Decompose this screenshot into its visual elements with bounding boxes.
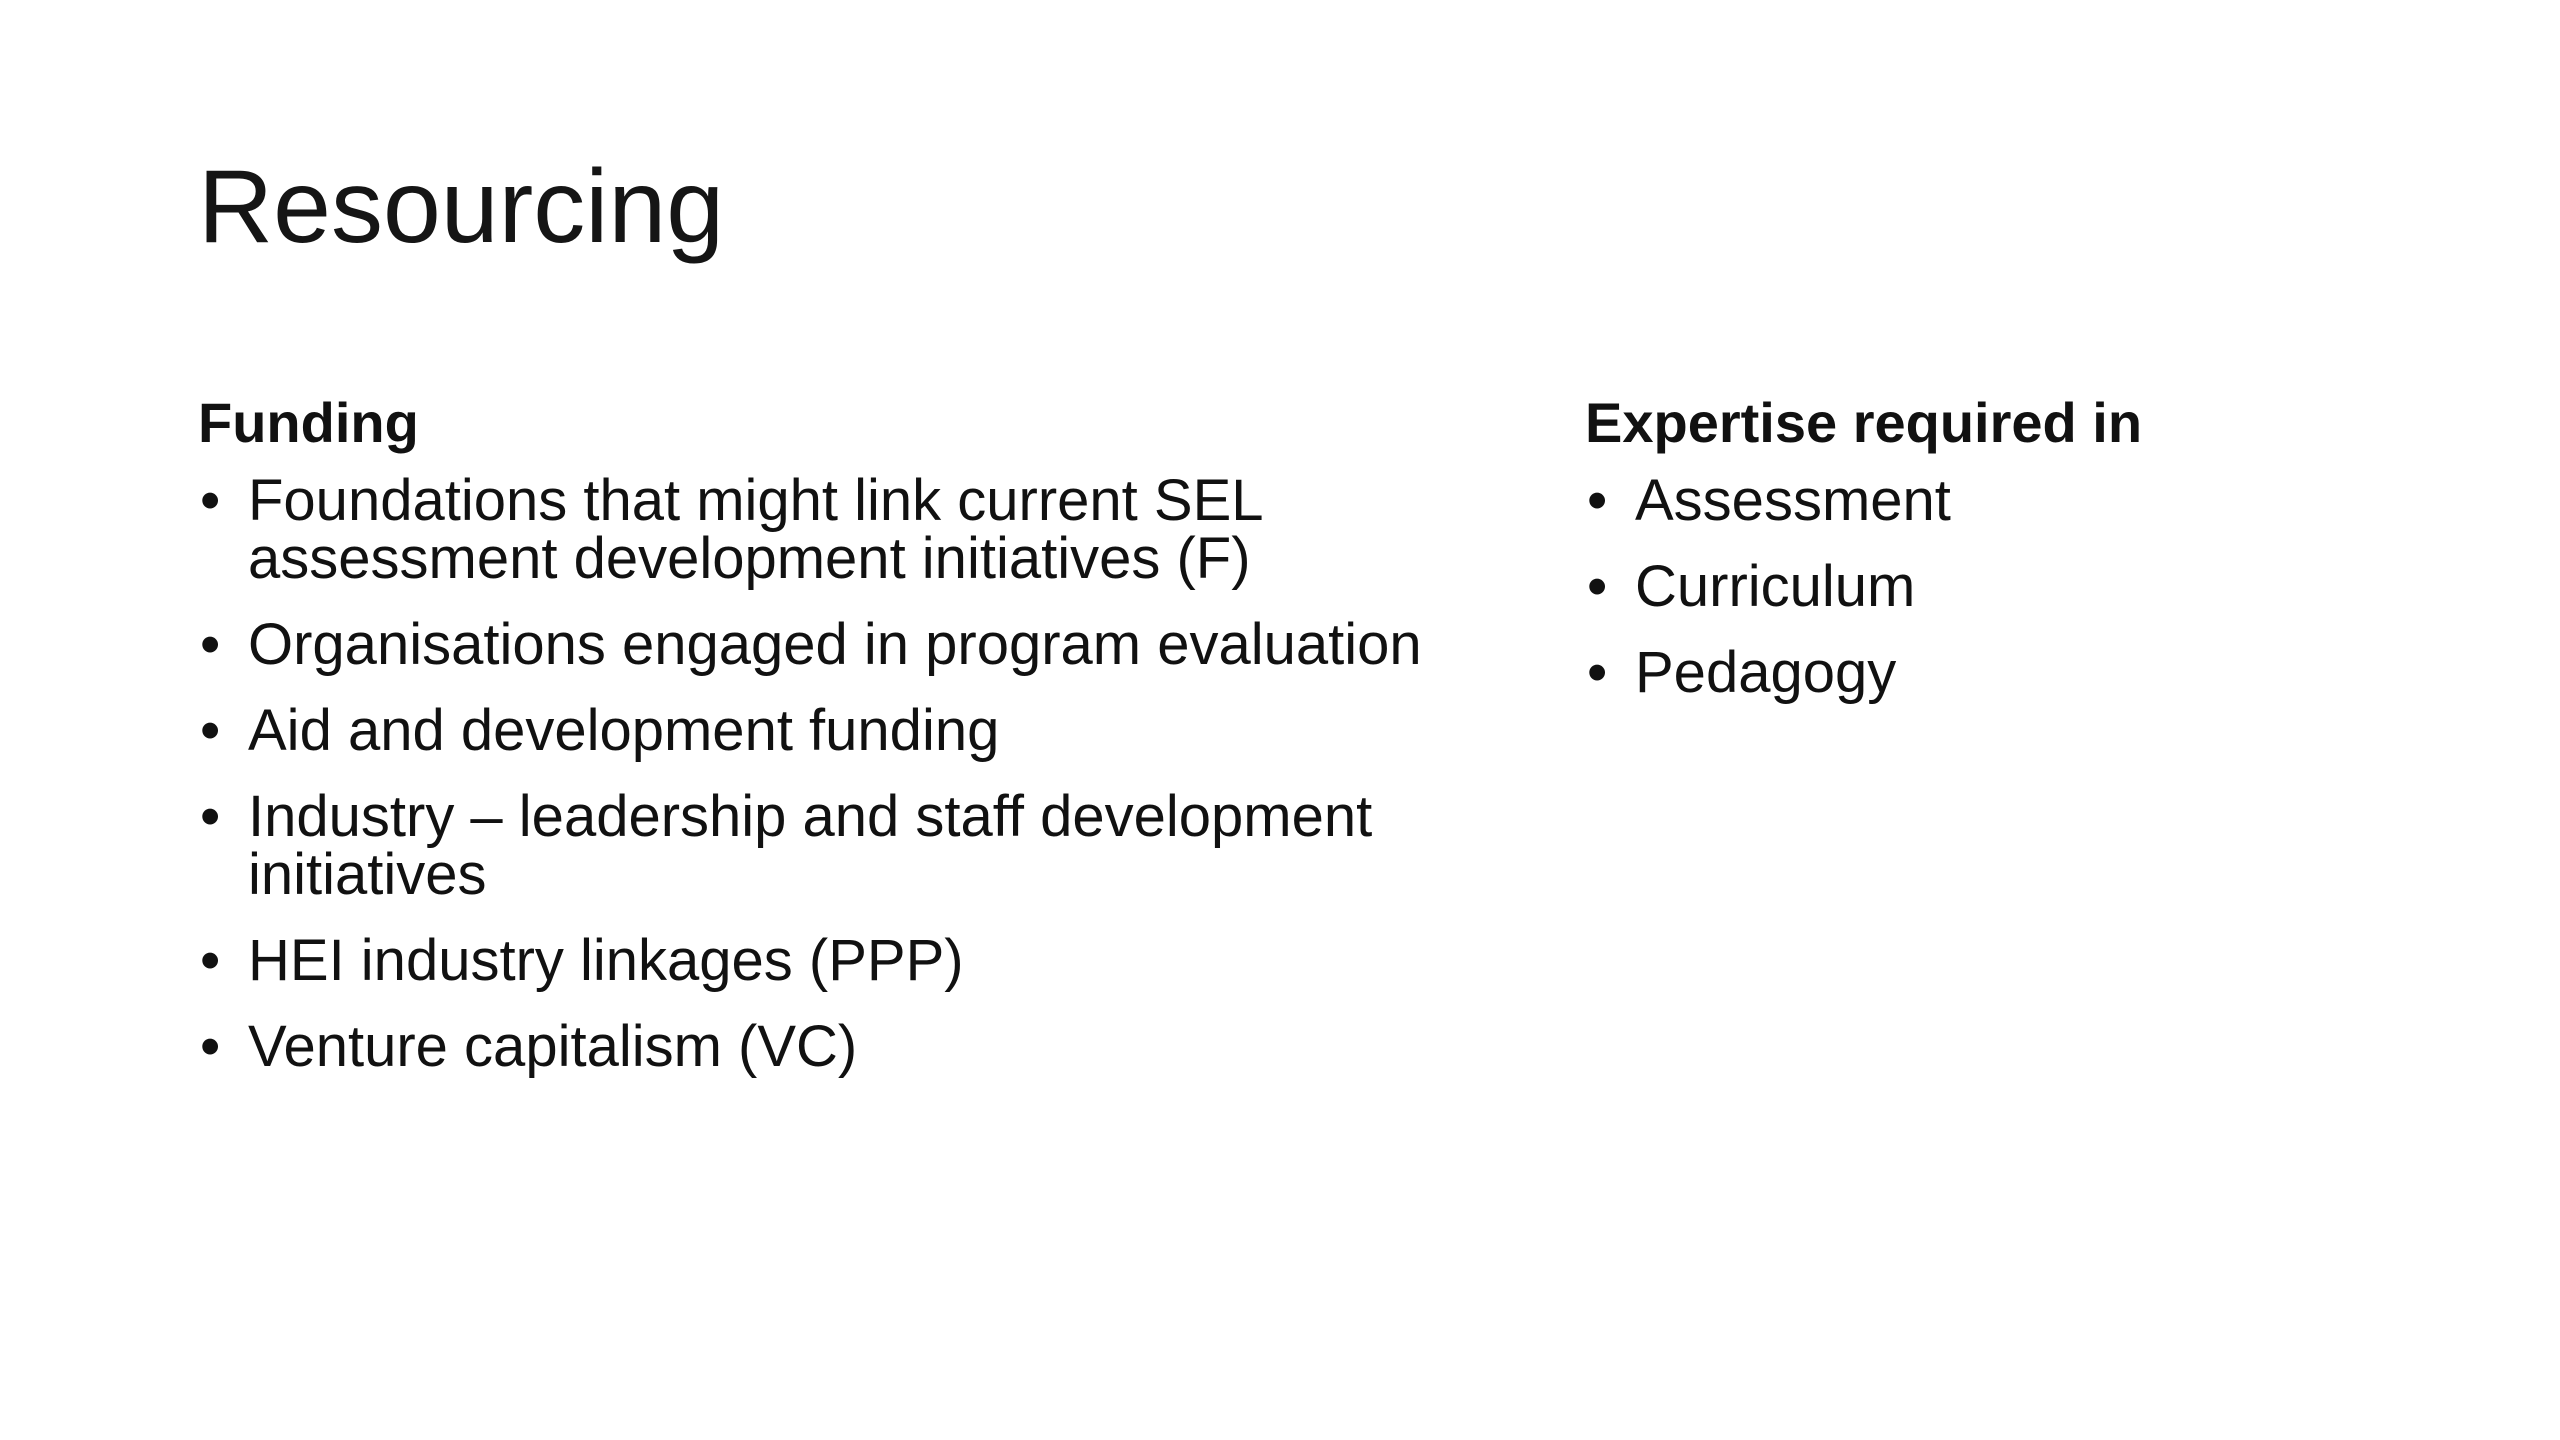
list-item xyxy=(198,927,1458,993)
bullet-icon: • xyxy=(1587,553,1608,619)
bullet-icon: • xyxy=(200,467,221,533)
list-item xyxy=(1585,553,2485,619)
bullet-icon: • xyxy=(200,611,221,677)
list-item xyxy=(198,467,1458,591)
bullet-icon: • xyxy=(200,927,221,993)
list-item-text: Industry – leadership and staff development initiatives xyxy=(248,783,1373,907)
list-item xyxy=(198,1013,1458,1079)
list-item-text: Aid and development funding xyxy=(248,697,1000,763)
bullet-icon: • xyxy=(1587,467,1608,533)
list-item xyxy=(1585,639,2485,705)
funding-heading: Funding xyxy=(198,391,419,454)
expertise-list xyxy=(1585,467,2485,705)
bullet-icon: • xyxy=(200,697,221,763)
list-item xyxy=(198,697,1458,763)
bullet-icon: • xyxy=(1587,639,1608,705)
expertise-heading: Expertise required in xyxy=(1585,391,2143,454)
funding-column xyxy=(198,392,1458,1104)
list-item-text: Assessment xyxy=(1635,467,1951,533)
bullet-icon: • xyxy=(200,783,221,849)
list-item-text: Organisations engaged in program evaluation xyxy=(248,611,1422,677)
slide-title: Resourcing xyxy=(198,149,725,265)
list-item-text: Curriculum xyxy=(1635,553,1916,619)
list-item-text: Venture capitalism (VC) xyxy=(248,1013,858,1079)
expertise-column xyxy=(1585,392,2485,730)
list-item xyxy=(198,783,1458,907)
funding-list xyxy=(198,467,1458,1079)
bullet-icon: • xyxy=(200,1013,221,1079)
list-item xyxy=(1585,467,2485,533)
list-item-text: Foundations that might link current SEL assessment development initiatives (F) xyxy=(248,467,1262,591)
list-item-text: HEI industry linkages (PPP) xyxy=(248,927,964,993)
list-item xyxy=(198,611,1458,677)
list-item-text: Pedagogy xyxy=(1635,639,1897,705)
